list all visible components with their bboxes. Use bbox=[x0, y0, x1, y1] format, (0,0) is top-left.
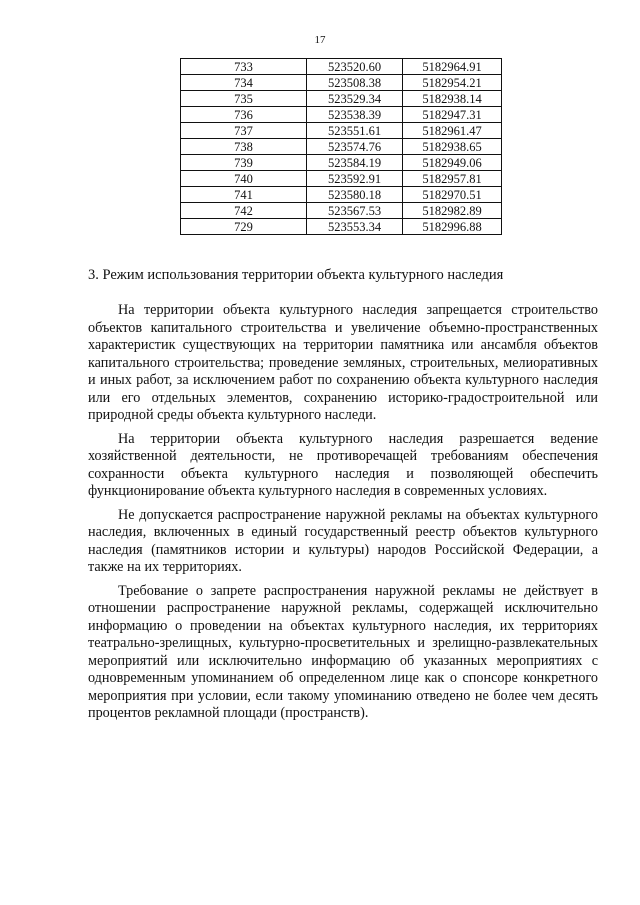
table-cell-x-coordinate: 523584.19 bbox=[307, 155, 403, 171]
table-row bbox=[181, 203, 502, 219]
table-cell-y-coordinate: 5182947.31 bbox=[403, 107, 502, 123]
table-cell-y-coordinate: 5182964.91 bbox=[403, 59, 502, 75]
table-cell-y-coordinate: 5182938.65 bbox=[403, 139, 502, 155]
table-cell-x-coordinate: 523520.60 bbox=[307, 59, 403, 75]
page-number: 17 bbox=[314, 34, 326, 46]
table-cell-point-number: 729 bbox=[181, 219, 307, 235]
section-heading: 3. Режим использования территории объекта культурного наследия bbox=[88, 267, 504, 283]
table-row bbox=[181, 171, 502, 187]
table-cell-x-coordinate: 523538.39 bbox=[307, 107, 403, 123]
table-cell-point-number: 736 bbox=[181, 107, 307, 123]
paragraph-advertising-ban: Не допускается распространение наружной рекламы на объектах культурного наследия, включенных в единый государственный реестр объектов культурного наследия (памятников истории и культуры) народов Российской Федерации, а также на их территориях. bbox=[88, 506, 598, 575]
table-cell-x-coordinate: 523508.38 bbox=[307, 75, 403, 91]
table-row bbox=[181, 219, 502, 235]
table-cell-y-coordinate: 5182982.89 bbox=[403, 203, 502, 219]
paragraph-permitted-activity: На территории объекта культурного наследия разрешается ведение хозяйственной деятельности, не противоречащей требованиям обеспечения сохранности объекта культурного наследия и позволяющей обеспечить функционирование объекта культурного наследия в современных условиях. bbox=[88, 430, 598, 499]
paragraph-prohibited-works: На территории объекта культурного наследия запрещается строительство объектов капитального строительства и увеличение объемно-пространственных характеристик существующих на территории памятника или ансамбля объектов капитального строительства; проведение земляных, строительных, мелиоративных и иных работ, за исключением работ по сохранению объекта культурного наследия или его отдельных элементов, сохранению историко-градостроительной или природной среды объекта культурного наследи. bbox=[88, 302, 598, 423]
table-cell-x-coordinate: 523553.34 bbox=[307, 219, 403, 235]
table-cell-x-coordinate: 523551.61 bbox=[307, 123, 403, 139]
table-cell-point-number: 741 bbox=[181, 187, 307, 203]
table-cell-y-coordinate: 5182938.14 bbox=[403, 91, 502, 107]
table-row bbox=[181, 155, 502, 171]
table-cell-y-coordinate: 5182996.88 bbox=[403, 219, 502, 235]
table-row bbox=[181, 139, 502, 155]
table-cell-y-coordinate: 5182949.06 bbox=[403, 155, 502, 171]
table-cell-y-coordinate: 5182970.51 bbox=[403, 187, 502, 203]
table-row bbox=[181, 107, 502, 123]
table-row bbox=[181, 59, 502, 75]
table-row bbox=[181, 123, 502, 139]
table-cell-y-coordinate: 5182961.47 bbox=[403, 123, 502, 139]
table-cell-point-number: 737 bbox=[181, 123, 307, 139]
table-cell-x-coordinate: 523580.18 bbox=[307, 187, 403, 203]
table-cell-y-coordinate: 5182954.21 bbox=[403, 75, 502, 91]
table-cell-point-number: 735 bbox=[181, 91, 307, 107]
table-row bbox=[181, 91, 502, 107]
table-cell-x-coordinate: 523529.34 bbox=[307, 91, 403, 107]
coordinates-table-body bbox=[181, 59, 502, 235]
table-cell-point-number: 734 bbox=[181, 75, 307, 91]
table-cell-y-coordinate: 5182957.81 bbox=[403, 171, 502, 187]
coordinates-table bbox=[180, 58, 502, 235]
table-cell-point-number: 738 bbox=[181, 139, 307, 155]
table-cell-x-coordinate: 523567.53 bbox=[307, 203, 403, 219]
paragraph-advertising-exception: Требование о запрете распространения наружной рекламы не действует в отношении распространение наружной рекламы, содержащей исключительно информацию о проведении на объектах культурного наследия, их территориях театрально-зрелищных, культурно-просветительных и зрелищно-развлекательных мероприятий или исключительно информацию об указанных мероприятиях с одновременным упоминанием об определенном лице как о спонсоре конкретного мероприятия при условии, если такому упоминанию отведено не более чем десять процентов рекламной площади (пространств). bbox=[88, 582, 598, 721]
table-cell-x-coordinate: 523592.91 bbox=[307, 171, 403, 187]
table-cell-point-number: 742 bbox=[181, 203, 307, 219]
table-cell-x-coordinate: 523574.76 bbox=[307, 139, 403, 155]
section-body bbox=[88, 302, 598, 729]
table-row bbox=[181, 187, 502, 203]
table-cell-point-number: 733 bbox=[181, 59, 307, 75]
table-row bbox=[181, 75, 502, 91]
table-cell-point-number: 740 bbox=[181, 171, 307, 187]
table-cell-point-number: 739 bbox=[181, 155, 307, 171]
